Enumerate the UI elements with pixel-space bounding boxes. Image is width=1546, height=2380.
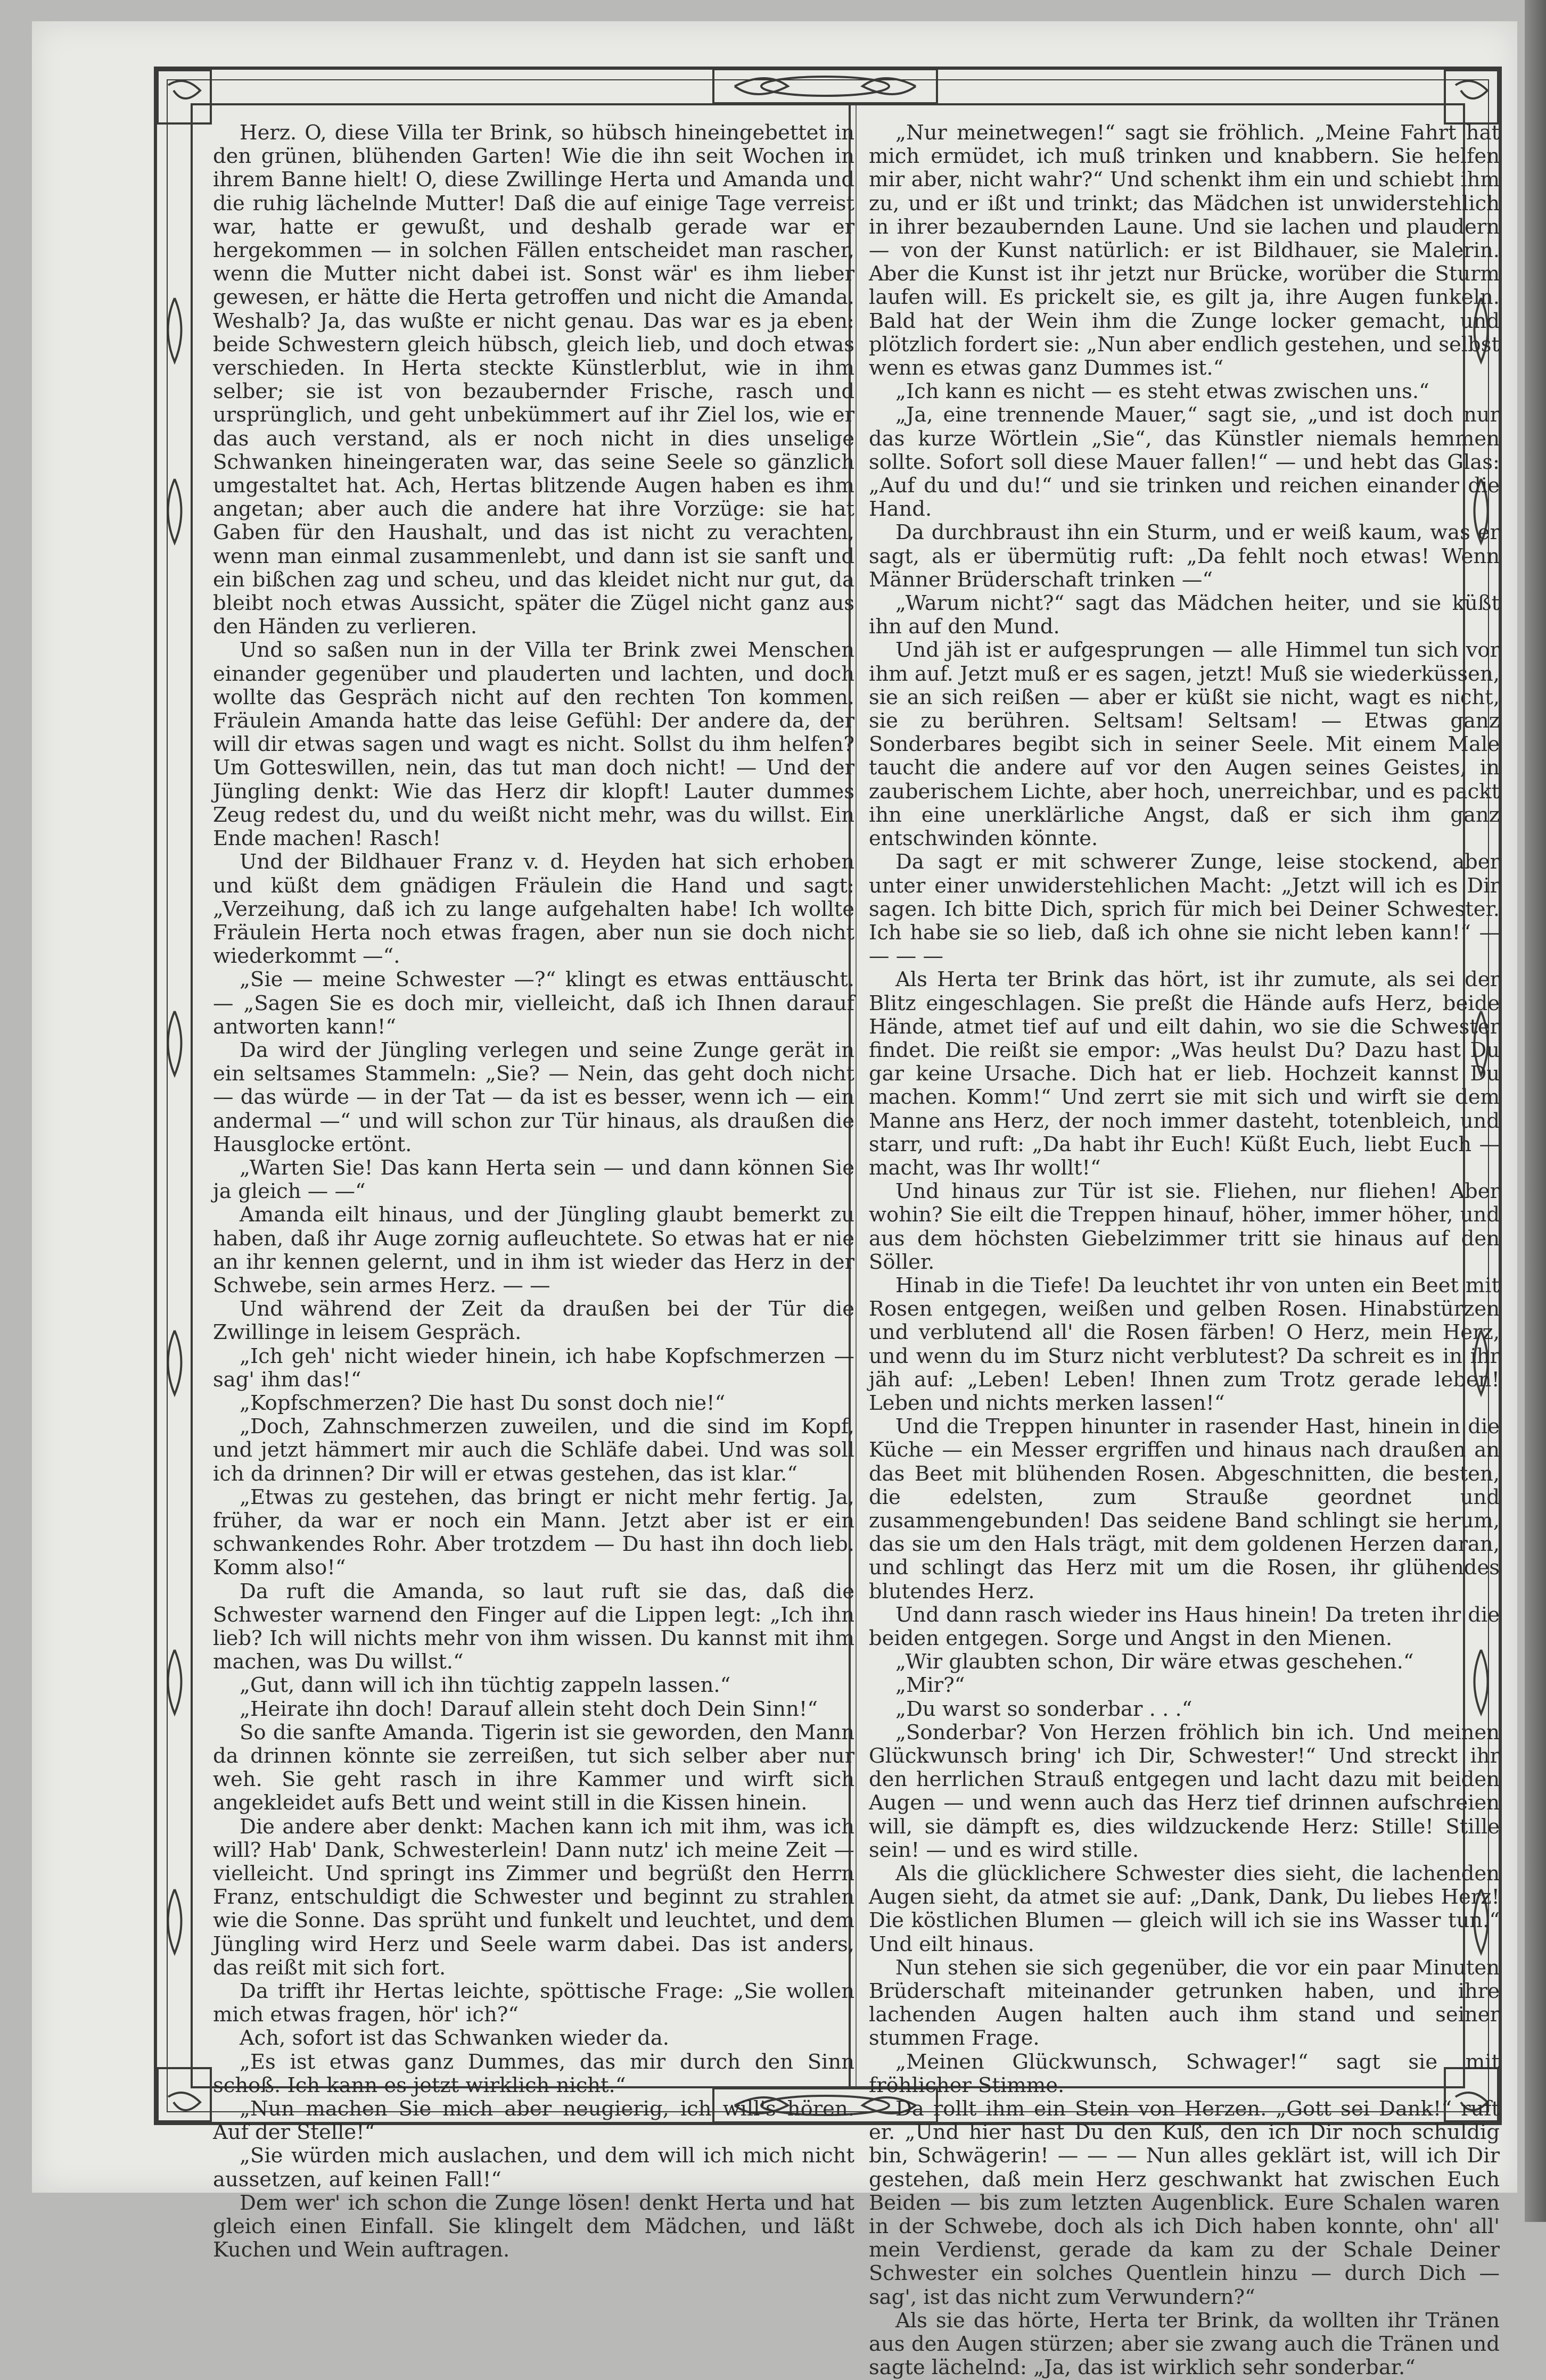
paragraph: „Heirate ihn doch! Darauf allein steht doch Dein Sinn!“ [240,1697,818,1721]
paragraph: Da rollt ihm ein Stein von Herzen. „Gott sei Dank!“ ruft er. „Und hier hast Du den Kuß, den ich Dir noch schuldig bin, Schwägerin! — — — Nun alles geklärt ist, will ich Dir gestehen, daß mein Herz geschwankt hat zwischen Euch Beiden — bis zum letzten Augenblick. Eure Schalen waren in der Schwebe, doch als ich Dich haben konnte, ohn' all' mein Verdienst, gerade da kam zu der Schale Deiner Schwester ein solches Quentlein hinzu — durch Dich — sag', ist das nicht zum Verwundern?“ [869,2097,1500,2309]
paragraph: Dem wer' ich schon die Zunge lösen! denkt Herta und hat gleich einen Einfall. Sie klingelt dem Mädchen, und läßt Kuchen und Wein auftragen. [213,2191,854,2262]
paragraph: Als die glücklichere Schwester dies sieht, die lachenden Augen sieht, da atmet sie auf: „Dank, Dank, Du liebes Herz! Die köstlichen Blumen — gleich will ich sie ins Wasser tun.“ Und eilt hinaus. [869,1862,1500,1956]
paragraph: „Gut, dann will ich ihn tüchtig zappeln lassen.“ [240,1673,731,1698]
paragraph: So die sanfte Amanda. Tigerin ist sie geworden, den Mann da drinnen könnte sie zerreißen, tut sich selber aber nur weh. Sie geht rasch in ihre Kammer und wirft sich angekleidet aufs Bett und weint still in die Kissen hinein. [213,1720,854,1815]
paragraph: Und dann rasch wieder ins Haus hinein! Da treten ihr die beiden entgegen. Sorge und Angst in den Mienen. [869,1602,1500,1650]
paragraph: „Du warst so sonderbar . . .“ [895,1697,1193,1721]
paragraph: Da durchbraust ihn ein Sturm, und er weiß kaum, was er sagt, als er übermütig ruft: „Da fehlt noch etwas! Wenn Männer Brüderschaft trinken —“ [869,520,1500,592]
paragraph: Da wird der Jüngling verlegen und seine Zunge gerät in ein seltsames Stammeln: „Sie? — Nein, das geht doch nicht — das würde — in der Tat — da ist es besser, wenn ich — ein andermal —“ und will schon zur Tür hinaus, als draußen die Hausglocke ertönt. [213,1038,854,1156]
paragraph: „Sie — meine Schwester —?“ klingt es etwas enttäuscht. — „Sagen Sie es doch mir, vielleicht, daß ich Ihnen darauf antworten kann!“ [213,968,854,1039]
paragraph: Herz. O, diese Villa ter Brink, so hübsch hineingebettet in den grünen, blühenden Garten! Wie die ihn seit Wochen in ihrem Banne hielt! O, diese Zwillinge Herta und Amanda und die ruhig lächelnde Mutter! Daß die auf einige Tage verreist war, hatte er gewußt, und deshalb gerade war er hergekommen — in solchen Fällen entscheidet man rascher, wenn die Mutter nicht dabei ist. Sonst wär' es ihm lieber gewesen, er hätte die Herta getroffen und nicht die Amanda. Weshalb? Ja, das wußte er nicht genau. Das war es ja eben: beide Schwestern gleich hübsch, gleich lieb, und doch etwas verschieden. In Herta steckte Künstlerblut, wie in ihm selber; sie ist von bezaubernder Frische, rasch und ursprünglich, und geht unbekümmert auf ihr Ziel los, wie er das auch verstand, als er noch nicht in dies unselige Schwanken hineingeraten war, das seine Seele so gänzlich umgestaltet hat. Ach, Hertas blitzende Augen haben es ihm angetan; aber auch die andere hat ihre Vorzüge: sie hat Gaben für den Haushalt, und das ist nicht zu verachten, wenn man einmal zusammenlebt, und dann ist sie sanft und ein bißchen zag und scheu, und das kleidet nicht nur gut, da bleibt noch etwas Aussicht, später die Zügel nicht ganz aus den Händen zu verlieren. [213,121,854,639]
paragraph: Da sagt er mit schwerer Zunge, leise stockend, aber unter einer unwiderstehlichen Macht: „Jetzt will ich es Dir sagen. Ich bitte Dich, sprich für mich bei Deiner Schwester. Ich habe sie so lieb, daß ich ohne sie nicht leben kann!“ — — — — [869,850,1500,969]
paragraph: „Mir?“ [895,1673,965,1698]
paragraph: „Es ist etwas ganz Dummes, das mir durch den Sinn schoß. Ich kann es jetzt wirklich nicht.“ [213,2050,854,2097]
paragraph: Und hinaus zur Tür ist sie. Fliehen, nur fliehen! Aber wohin? Sie eilt die Treppen hinauf, höher, immer höher, und aus dem höchsten Giebelzimmer tritt sie hinaus auf den Söller. [869,1179,1500,1274]
paragraph: „Meinen Glückwunsch, Schwager!“ sagt sie mit fröhlicher Stimme. [869,2050,1500,2097]
paragraph: Und so saßen nun in der Villa ter Brink zwei Menschen einander gegenüber und plauderten und lachten, und doch wollte das Gespräch nicht auf den rechten Ton kommen. Fräulein Amanda hatte das leise Gefühl: Der andere da, der will dir etwas sagen und wagt es nicht. Sollst du ihm helfen? Um Gotteswillen, nein, das tut man doch nicht! — Und der Jüngling denkt: Wie das Herz dir klopft! Lauter dummes Zeug redest du, und du weißt nicht mehr, was du willst. Ein Ende machen! Rasch! [213,638,854,851]
paragraph: Ach, sofort ist das Schwanken wieder da. [240,2026,670,2051]
paragraph: Und jäh ist er aufgesprungen — alle Himmel tun sich vor ihm auf. Jetzt muß er es sagen, jetzt! Muß sie wiederküssen, sie an sich reißen — aber er küßt sie nicht, wagt es nicht, sie zu berühren. Seltsam! Seltsam! — Etwas ganz Sonderbares begibt sich in seiner Seele. Mit einem Male taucht die andere auf vor den Augen seines Geistes, in zauberischem Lichte, aber hoch, unerreichbar, und es packt ihn eine unerklärliche Angst, daß er sich ihm ganz entschwinden könnte. [869,638,1500,851]
paragraph: Und die Treppen hinunter in rasender Hast, hinein in die Küche — ein Messer ergriffen und hinaus nach draußen an das Beet mit blühenden Rosen. Abgeschnitten, die besten, die edelsten, zum Strauße geordnet und zusammengebunden! Das seidene Band schlingt sie herum, das sie um den Hals trägt, mit dem goldenen Herzen daran, und schlingt das Herz mit um die Rosen, ihr glühendes blutendes Herz. [869,1415,1500,1604]
paragraph: „Warten Sie! Das kann Herta sein — und dann können Sie ja gleich — —“ [213,1155,854,1204]
paragraph: „Etwas zu gestehen, das bringt er nicht mehr fertig. Ja, früher, da war er noch ein Mann. Jetzt aber ist er ein schwankendes Rohr. Aber trotzdem — Du hast ihn doch lieb. Komm also!“ [213,1485,854,1580]
paragraph: Da ruft die Amanda, so laut ruft sie das, daß die Schwester warnend den Finger auf die Lippen legt: „Ich ihn lieb? Ich will nichts mehr von ihm wissen. Du kannst mit ihm machen, was Du willst.“ [213,1579,854,1674]
paragraph: Amanda eilt hinaus, und der Jüngling glaubt bemerkt zu haben, daß ihr Auge zornig aufleuchtete. So etwas hat er nie an ihr kennen gelernt, und in ihm ist wieder das Herz in der Schwebe, sein armes Herz. — — [213,1203,854,1298]
paragraph: „Ja, eine trennende Mauer,“ sagt sie, „und ist doch nur das kurze Wörtlein „Sie“, das Künstler niemals hemmen sollte. Sofort soll diese Mauer fallen!“ — und hebt das Glas: „Auf du und du!“ und sie trinken und reichen einander die Hand. [869,403,1500,522]
left-text-column [213,121,854,2262]
paragraph: Als Herta ter Brink das hört, ist ihr zumute, als sei der Blitz eingeschlagen. Sie preßt die Hände aufs Herz, beide Hände, atmet tief auf und eilt dahin, wo sie die Schwester findet. Die reißt sie empor: „Was heulst Du? Dazu hast Du gar keine Ursache. Dich hat er lieb. Hochzeit kannst Du machen. Komm!“ Und zerrt sie mit sich und wirft sie dem Manne ans Herz, der noch immer dasteht, totenbleich, und starr, und ruft: „Da habt ihr Euch! Küßt Euch, liebt Euch — macht, was Ihr wollt!“ [869,968,1500,1180]
paragraph: Die andere aber denkt: Machen kann ich mit ihm, was ich will? Hab' Dank, Schwesterlein! Dann nutz' ich meine Zeit — vielleicht. Und springt ins Zimmer und begrüßt den Herrn Franz, entschuldigt die Schwester und beginnt zu strahlen wie die Sonne. Das sprüht und funkelt und leuchtet, und dem Jüngling wird Herz und Seele warm dabei. Das ist anders, das reißt mit sich fort. [213,1814,854,1980]
paragraph: „Ich kann es nicht — es steht etwas zwischen uns.“ [895,379,1429,404]
paragraph: „Sie würden mich auslachen, und dem will ich mich nicht aussetzen, auf keinen Fall!“ [213,2144,854,2192]
paragraph: „Nur meinetwegen!“ sagt sie fröhlich. „Meine Fahrt hat mich ermüdet, ich muß trinken und knabbern. Sie helfen mir aber, nicht wahr?“ Und schenkt ihm ein und schiebt ihm zu, und er ißt und trinkt; das Mädchen ist unwiderstehlich in ihrer bezaubernden Laune. Und sie lachen und plaudern — von der Kunst natürlich: er ist Bildhauer, sie Malerin. Aber die Kunst ist ihr jetzt nur Brücke, worüber die Sturm laufen will. Es prickelt sie, es gilt ja, ihre Augen funkeln. Bald hat der Wein ihm die Zunge locker gemacht, und plötzlich fordert sie: „Nun aber endlich gestehen, und selbst wenn es etwas ganz Dummes ist.“ [869,121,1500,381]
right-text-column [869,121,1500,2380]
paragraph: „Nun machen Sie mich aber neugierig, ich will's hören. Auf der Stelle!“ [213,2097,854,2145]
paragraph: „Wir glaubten schon, Dir wäre etwas geschehen.“ [895,1650,1414,1674]
paragraph: Als sie das hörte, Herta ter Brink, da wollten ihr Tränen aus den Augen stürzen; aber sie zwang auch die Tränen und sagte lächelnd: „Ja, das ist wirklich sehr sonderbar.“ [869,2308,1500,2380]
paragraph: „Warum nicht?“ sagt das Mädchen heiter, und sie küßt ihn auf den Mund. [869,591,1500,639]
paragraph: Hinab in die Tiefe! Da leuchtet ihr von unten ein Beet mit Rosen entgegen, weißen und gelben Rosen. Hinabstürzen und verblutend all' die Rosen färben! O Herz, mein Herz, und wenn du im Sturz nicht verblutest? Da schreit es in ihr jäh auf: „Leben! Leben! Ihnen zum Trotz gerade leben! Leben und nichts merken lassen!“ [869,1273,1500,1415]
paragraph: „Kopfschmerzen? Die hast Du sonst doch nie!“ [240,1391,726,1415]
paragraph: Da trifft ihr Hertas leichte, spöttische Frage: „Sie wollen mich etwas fragen, hör' ich?“ [213,1979,854,2027]
paragraph: Und der Bildhauer Franz v. d. Heyden hat sich erhoben und küßt dem gnädigen Fräulein die Hand und sagt: „Verzeihung, daß ich zu lange aufgehalten habe! Ich wollte Fräulein Herta noch etwas fragen, aber nun sie doch nicht wiederkommt —“. [213,850,854,969]
paragraph: Und während der Zeit da draußen bei der Tür die Zwillinge in leisem Gespräch. [213,1297,854,1345]
paragraph: „Sonderbar? Von Herzen fröhlich bin ich. Und meinen Glückwunsch bring' ich Dir, Schwester!“ Und streckt ihr den herrlichen Strauß entgegen und lacht dazu mit beiden Augen — und wenn auch das Herz tief drinnen aufschreien will, sie dämpft es, dies wildzuckende Herz: Stille! Stille sein! — und es wird stille. [869,1720,1500,1862]
paragraph: Nun stehen sie sich gegenüber, die vor ein paar Minuten Brüderschaft miteinander getrunken haben, und ihre lachenden Augen halten auch ihm stand und seiner stummen Frage. [869,1955,1500,2051]
paragraph: „Doch, Zahnschmerzen zuweilen, und die sind im Kopf, und jetzt hämmert mir auch die Schläfe dabei. Und was soll ich da drinnen? Dir will er etwas gestehen, das ist klar.“ [213,1415,854,1486]
paragraph: „Ich geh' nicht wieder hinein, ich habe Kopfschmerzen — sag' ihm das!“ [213,1344,854,1392]
